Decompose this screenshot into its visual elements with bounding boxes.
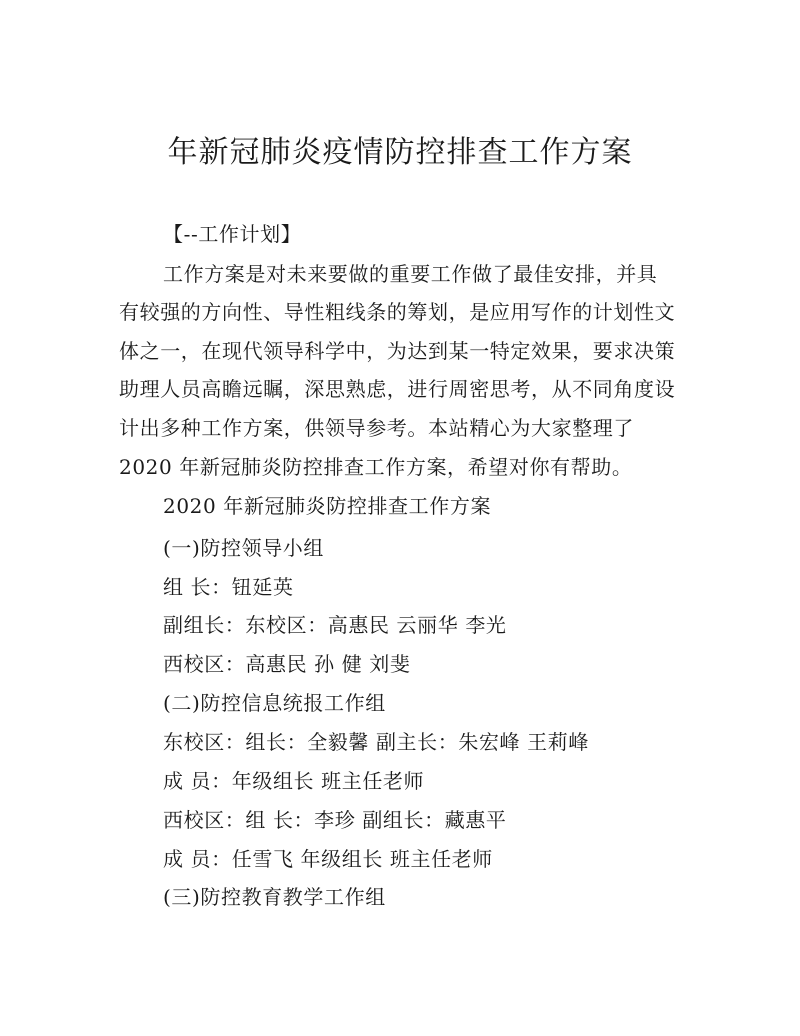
intro-line: 有较强的方向性、导性粗线条的筹划，是应用写作的计划性文: [119, 300, 676, 324]
intro-line: 计出多种工作方案，供领导参考。本站精心为大家整理了: [119, 416, 634, 440]
intro-line: 2020 年新冠肺炎防控排查工作方案，希望对你有帮助。: [119, 455, 633, 479]
body-line: 西校区：高惠民 孙 健 刘斐: [163, 652, 411, 676]
body-line: 成 员：任雪飞 年级组长 班主任老师: [163, 847, 493, 871]
document-title: 年新冠肺炎疫情防控排查工作方案: [167, 135, 633, 170]
section-heading: (二)防控信息统报工作组: [163, 691, 386, 715]
body-line: 东校区：组长：全毅馨 副主长：朱宏峰 王莉峰: [163, 730, 589, 754]
body-line: 组 长：钮延英: [163, 575, 294, 599]
plan-heading: 2020 年新冠肺炎防控排查工作方案: [163, 494, 492, 518]
intro-line: 体之一，在现代领导科学中，为达到某一特定效果，要求决策: [119, 339, 676, 363]
section-heading: (一)防控领导小组: [163, 536, 325, 560]
body-line: 西校区：组 长：李珍 副组长：藏惠平: [163, 808, 507, 832]
body-line: 成 员：年级组长 班主任老师: [163, 769, 425, 793]
category-tag: 【--工作计划】: [163, 222, 302, 246]
intro-line: 工作方案是对未来要做的重要工作做了最佳安排，并具: [163, 262, 658, 286]
section-heading: (三)防控教育教学工作组: [163, 885, 386, 909]
body-line: 副组长：东校区：高惠民 云丽华 李光: [163, 613, 507, 637]
intro-line: 助理人员高瞻远瞩，深思熟虑，进行周密思考，从不同角度设: [119, 377, 676, 401]
